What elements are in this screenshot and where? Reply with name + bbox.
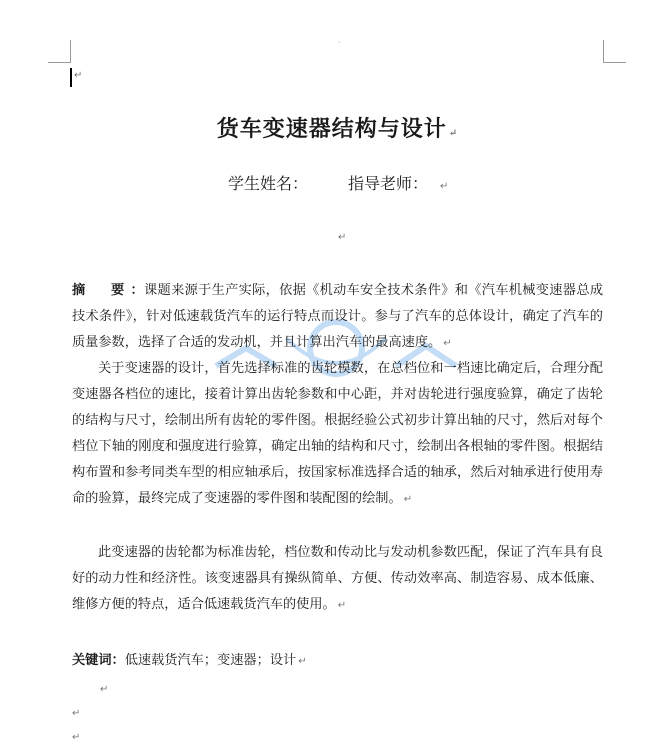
advisor-label: 指导老师： — [348, 174, 429, 193]
text-cursor — [70, 68, 72, 87]
paragraph-mark: ↵ — [74, 70, 83, 81]
abstract-paragraph-1[interactable] — [72, 278, 603, 357]
abstract-label: 摘 要 — [72, 283, 131, 298]
paragraph-mark: ↵ — [403, 494, 413, 505]
paragraph-mark: ↵ — [440, 181, 449, 192]
paragraph-mark: ↵ — [338, 232, 347, 243]
paragraph-mark: ↵ — [100, 684, 109, 695]
abstract-paragraph-3[interactable] — [72, 540, 603, 619]
paragraph-mark: ↵ — [72, 708, 81, 719]
title-text: 货车变速器结构与设计 — [216, 116, 447, 142]
author-line[interactable] — [228, 172, 448, 199]
abstract-text-3: 此变速器的齿轮都为标准齿轮，档位数和传动比与发动机参数匹配，保证了汽车具有良好的动力性和经济性。该变速器具有操纵简单、方便、传动效率高、制造容易、成本低廉、维修方便的特点，适合低速载货汽车的使用。 — [72, 545, 603, 612]
margin-corner-top-right — [603, 40, 626, 63]
abstract-paragraph-2[interactable] — [72, 356, 603, 513]
header-tick: · — [338, 38, 341, 47]
keywords-text: 低速载货汽车；变速器；设计 — [124, 653, 297, 668]
abstract-text-2: 关于变速器的设计，首先选择标准的齿轮模数，在总档位和一档速比确定后，合理分配变速器各档位的速比，接着计算出齿轮参数和中心距，并对齿轮进行强度验算，确定了齿轮的结构与尺寸，绘制出所有齿轮的零件图。根据经验公式初步计算出轴的尺寸，然后对每个档位下轴的刚度和强度进行验算，确定出轴的结构和尺寸，绘制出各根轴的零件图。根据结构布置和参考同类车型的相应轴承后，按国家标准选择合适的轴承，然后对轴承进行使用寿命的验算，最终完成了变速器的零件图和装配图的绘制。 — [72, 361, 603, 506]
paragraph-mark: ↵ — [443, 338, 452, 349]
abstract-colon: ： — [130, 283, 145, 298]
keywords-line[interactable] — [72, 648, 603, 675]
student-name-label: 学生姓名： — [228, 174, 309, 193]
document-title[interactable] — [70, 114, 605, 149]
abstract-text-1: 课题来源于生产实际，依据《机动车安全技术条件》和《汽车机械变速器总成技术条件》，针对低速载货汽车的运行特点而设计。参与了汽车的总体设计，确定了汽车的质量参数，选择了合适的发动机，并且计算出汽车的最高速度。 — [72, 283, 604, 350]
paragraph-mark: ↵ — [298, 656, 307, 667]
paragraph-mark: ↵ — [448, 128, 459, 139]
margin-corner-top-left — [48, 40, 71, 63]
paragraph-mark: ↵ — [72, 732, 81, 743]
paragraph-mark: ↵ — [337, 600, 347, 611]
keywords-label: 关键词： — [72, 653, 125, 668]
